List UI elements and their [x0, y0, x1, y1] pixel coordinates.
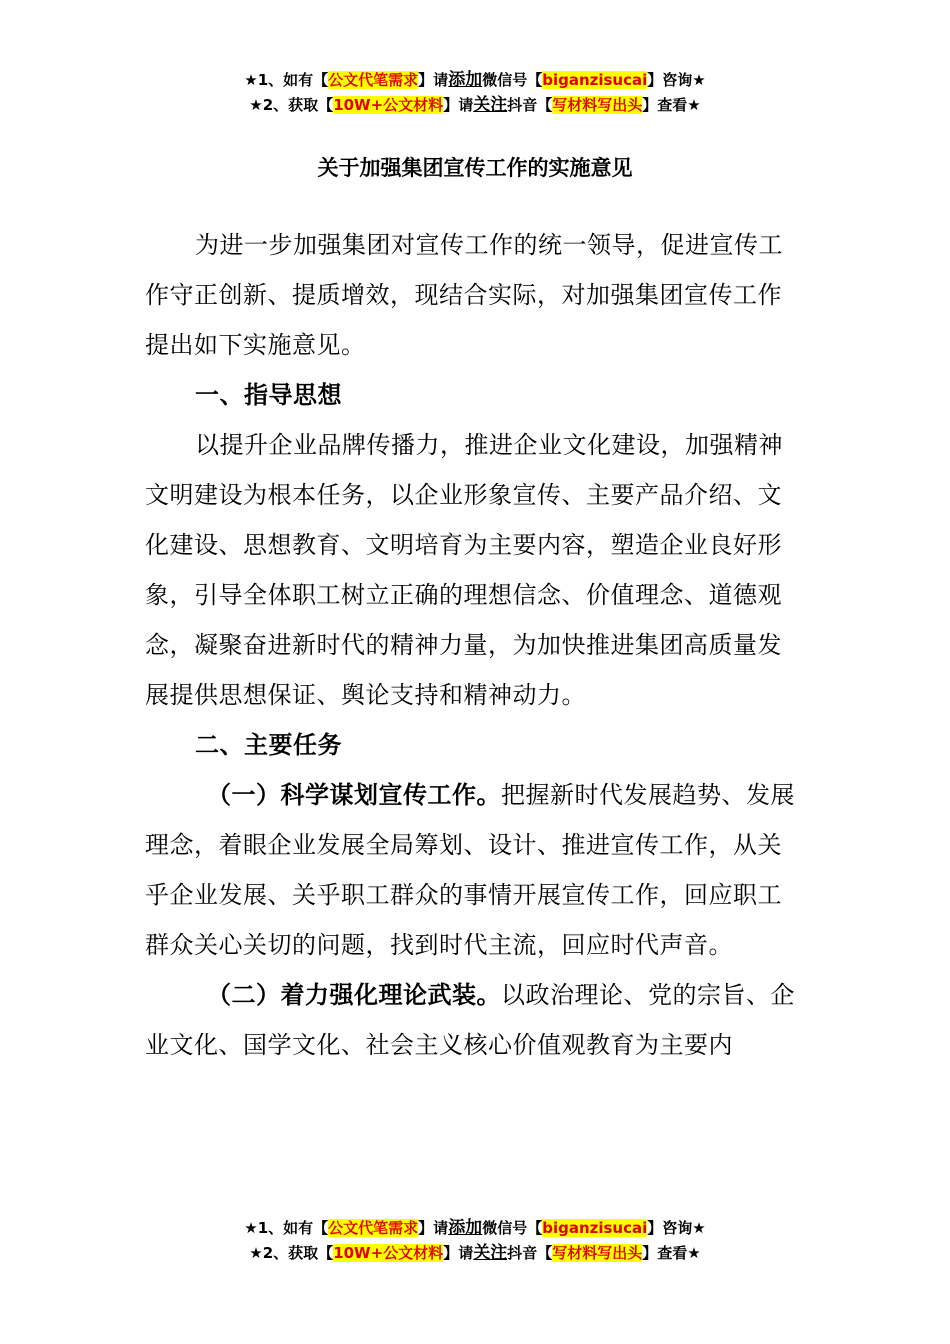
banner-highlight: 写材料写出头 [552, 1244, 643, 1262]
banner-emphasis: 添加 [448, 1218, 483, 1238]
banner-text: 抖音【 [507, 1244, 553, 1262]
section-heading-1: 一、指导思想 [195, 381, 342, 409]
banner-text: 抖音【 [507, 96, 553, 114]
banner-text: 微信号【 [482, 1219, 543, 1237]
document-title: 关于加强集团宣传工作的实施意见 [317, 156, 633, 180]
task-item-2 [145, 970, 805, 1070]
banner-text: ★1、如有【 [244, 71, 329, 89]
banner-line-2 [0, 1241, 950, 1266]
banner-text: 微信号【 [482, 71, 543, 89]
banner-text: 】咨询★ [647, 71, 706, 89]
banner-line-1 [0, 68, 950, 93]
banner-emphasis: 关注 [473, 1243, 508, 1263]
banner-text: 】查看★ [642, 1244, 701, 1262]
banner-highlight: 10W+公文材料 [333, 1244, 444, 1262]
banner-text: 】请 [418, 1219, 449, 1237]
banner-line-1 [0, 1216, 950, 1241]
banner-text: 】请 [418, 71, 449, 89]
task-item-1-lead: （一）科学谋划宣传工作。 [207, 781, 501, 809]
section-heading-2: 二、主要任务 [195, 731, 342, 759]
header-banner [0, 68, 950, 118]
banner-highlight: 公文代笔需求 [328, 71, 419, 89]
intro-paragraph: 为进一步加强集团对宣传工作的统一领导，促进宣传工作守正创新、提质增效，现结合实际，对加强集团宣传工作提出如下实施意见。 [145, 231, 783, 359]
banner-text: 】请 [443, 96, 474, 114]
banner-text: 】请 [443, 1244, 474, 1262]
banner-line-2 [0, 93, 950, 118]
banner-text: 】咨询★ [647, 1219, 706, 1237]
task-item-1-text: 把握新时代发展趋势、发展理念，着眼企业发展全局筹划、设计、推进宣传工作，从关乎企业发展、关乎职工群众的事情开展宣传工作，回应职工群众关心关切的问题，找到时代主流，回应时代声音。 [145, 781, 795, 959]
task-item-2-lead: （二）着力强化理论武装。 [207, 981, 501, 1009]
banner-highlight: 写材料写出头 [552, 96, 643, 114]
banner-highlight: biganzisucai [542, 1219, 648, 1237]
banner-emphasis: 关注 [473, 95, 508, 115]
task-item-1 [145, 770, 805, 970]
document-body [145, 220, 805, 1070]
banner-text: ★2、获取【 [249, 96, 334, 114]
task-item-2-text: 以政治理论、党的宗旨、企业文化、国学文化、社会主义核心价值观教育为主要内 [145, 981, 795, 1059]
section1-paragraph: 以提升企业品牌传播力，推进企业文化建设，加强精神文明建设为根本任务，以企业形象宣传、主要产品介绍、文化建设、思想教育、文明培育为主要内容，塑造企业良好形象，引导全体职工树立正确的理想信念、价值理念、道德观念，凝聚奋进新时代的精神力量，为加快推进集团高质量发展提供思想保证、舆论支持和精神动力。 [145, 431, 783, 709]
banner-text: 】查看★ [642, 96, 701, 114]
banner-highlight: biganzisucai [542, 71, 648, 89]
footer-banner [0, 1216, 950, 1266]
banner-emphasis: 添加 [448, 70, 483, 90]
banner-text: ★1、如有【 [244, 1219, 329, 1237]
banner-highlight: 公文代笔需求 [328, 1219, 419, 1237]
banner-highlight: 10W+公文材料 [333, 96, 444, 114]
banner-text: ★2、获取【 [249, 1244, 334, 1262]
